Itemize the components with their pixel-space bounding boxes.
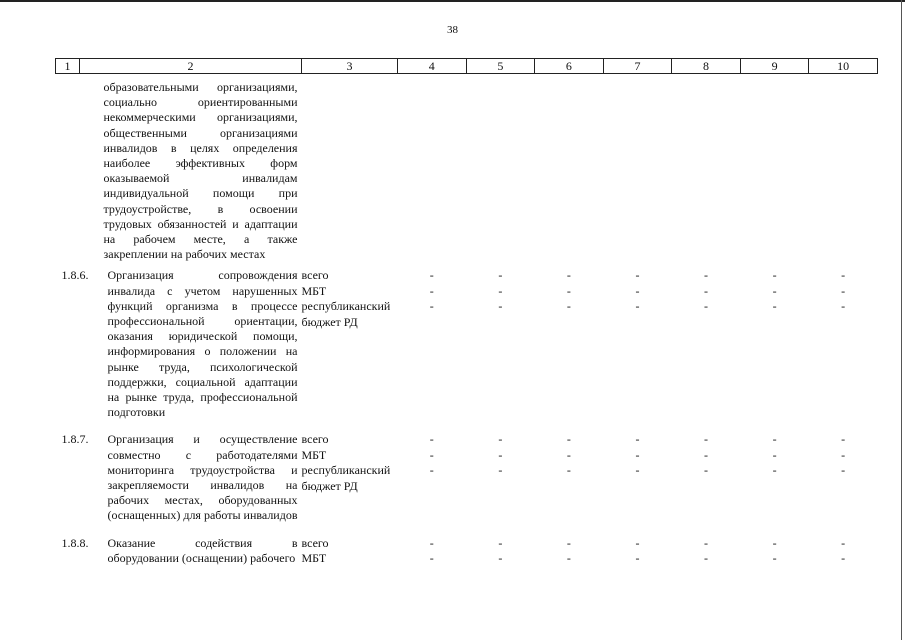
table-row bbox=[56, 262, 878, 426]
value-cell bbox=[809, 530, 878, 572]
value-dash: - bbox=[841, 283, 846, 298]
funding-sources bbox=[302, 530, 398, 572]
value-dash: - bbox=[635, 535, 640, 550]
item-number: 1.8.8. bbox=[61, 535, 89, 550]
value-dash: - bbox=[498, 432, 503, 447]
value-dash: - bbox=[429, 535, 434, 550]
value-dash: - bbox=[429, 447, 434, 462]
item-text: Оказание содействия в оборудовании (оснащении) рабочего bbox=[107, 535, 298, 565]
value-dash: - bbox=[841, 299, 846, 314]
value-dash: - bbox=[498, 447, 503, 462]
value-cell bbox=[672, 262, 741, 426]
value-dash: - bbox=[498, 463, 503, 478]
value-dash: - bbox=[635, 283, 640, 298]
value-dash: - bbox=[429, 432, 434, 447]
item-number: 1.8.7. bbox=[61, 432, 89, 447]
value-dash: - bbox=[704, 299, 709, 314]
value-dash: - bbox=[772, 551, 777, 566]
value-dash: - bbox=[566, 447, 571, 462]
value-dash: - bbox=[772, 299, 777, 314]
value-dash: - bbox=[772, 432, 777, 447]
value-dash: - bbox=[635, 551, 640, 566]
value-dash: - bbox=[429, 551, 434, 566]
value-dash: - bbox=[429, 283, 434, 298]
item-description bbox=[80, 262, 302, 426]
value-dash: - bbox=[704, 447, 709, 462]
value-cell bbox=[398, 262, 467, 426]
item-text: Организация сопровождения инвалида с учетом нарушенных функций организма в процессе профессиональной ориентации, оказания юридической помощи, информирования о положении на рынке труда, психологической поддержки, социальной адаптации на рынке труда, профессиональной подготовки bbox=[107, 268, 298, 420]
value-dash: - bbox=[429, 299, 434, 314]
item-description bbox=[80, 426, 302, 529]
value-dash: - bbox=[841, 535, 846, 550]
value-dash: - bbox=[635, 432, 640, 447]
value-cell bbox=[740, 530, 809, 572]
item-text: образовательными организациями, социально ориентированными некоммерческими организациями, общественными организациями инвалидов в целях определения наиболее эффективных форм оказываемой инвалидам индивидуальной помощи при трудоустройстве, в освоении трудовых обязанностей и адаптации на рабочем месте, а также закреплении на рабочих местах bbox=[103, 80, 298, 262]
header-cell: 3 bbox=[302, 59, 398, 74]
value-cell bbox=[466, 262, 535, 426]
value-dash: - bbox=[635, 463, 640, 478]
value-cell bbox=[398, 530, 467, 572]
value-dash: - bbox=[566, 283, 571, 298]
item-description bbox=[80, 530, 302, 572]
funding-sources bbox=[302, 426, 398, 529]
value-dash: - bbox=[704, 535, 709, 550]
value-cell bbox=[740, 426, 809, 529]
value-dash: - bbox=[566, 551, 571, 566]
value-dash: - bbox=[498, 268, 503, 283]
funding-source: МБТ bbox=[301, 447, 327, 462]
value-dash: - bbox=[772, 268, 777, 283]
value-dash: - bbox=[841, 268, 846, 283]
item-description bbox=[80, 74, 302, 263]
header-cell: 6 bbox=[535, 59, 604, 74]
funding-sources bbox=[302, 262, 398, 426]
header-cell: 8 bbox=[672, 59, 741, 74]
value-dash: - bbox=[841, 447, 846, 462]
value-dash: - bbox=[498, 535, 503, 550]
funding-source: всего bbox=[301, 535, 329, 550]
value-dash: - bbox=[704, 268, 709, 283]
value-dash: - bbox=[772, 535, 777, 550]
program-measures-table bbox=[55, 58, 877, 572]
value-dash: - bbox=[498, 299, 503, 314]
value-dash: - bbox=[772, 283, 777, 298]
table-row bbox=[56, 74, 878, 263]
value-dash: - bbox=[635, 268, 640, 283]
value-cell bbox=[466, 426, 535, 529]
value-dash: - bbox=[429, 463, 434, 478]
header-cell: 7 bbox=[603, 59, 672, 74]
value-dash: - bbox=[635, 299, 640, 314]
header-cell: 5 bbox=[466, 59, 535, 74]
value-dash: - bbox=[498, 551, 503, 566]
value-cell bbox=[603, 426, 672, 529]
value-dash: - bbox=[841, 432, 846, 447]
header-cell: 9 bbox=[740, 59, 809, 74]
value-cell bbox=[535, 262, 604, 426]
value-cell bbox=[603, 530, 672, 572]
value-dash: - bbox=[429, 268, 434, 283]
value-cell bbox=[535, 530, 604, 572]
value-cell bbox=[672, 530, 741, 572]
value-dash: - bbox=[566, 535, 571, 550]
value-dash: - bbox=[772, 463, 777, 478]
funding-source: республиканский бюджет РД bbox=[301, 299, 391, 329]
header-cell: 10 bbox=[809, 59, 878, 74]
value-cell bbox=[466, 530, 535, 572]
table-header-row bbox=[56, 59, 878, 74]
value-dash: - bbox=[566, 299, 571, 314]
funding-source: всего bbox=[301, 432, 329, 447]
table-row bbox=[56, 426, 878, 529]
value-cell bbox=[672, 426, 741, 529]
value-dash: - bbox=[635, 447, 640, 462]
item-number bbox=[56, 74, 80, 263]
value-dash: - bbox=[498, 283, 503, 298]
value-dash: - bbox=[772, 447, 777, 462]
value-dash: - bbox=[566, 463, 571, 478]
table-row bbox=[56, 530, 878, 572]
funding-source: республиканский бюджет РД bbox=[301, 463, 391, 493]
value-dash: - bbox=[841, 551, 846, 566]
value-cell bbox=[603, 262, 672, 426]
page-number: 38 bbox=[447, 24, 458, 36]
value-cell bbox=[535, 426, 604, 529]
funding-source: МБТ bbox=[301, 551, 327, 566]
top-border-line bbox=[0, 0, 905, 2]
right-border-line bbox=[901, 0, 902, 640]
item-text: Организация и осуществление совместно с работодателями мониторинга трудоустройства и закрепляемости инвалидов на рабочих местах, оборудованных (оснащенных) для работы инвалидов bbox=[107, 432, 298, 523]
item-number: 1.8.6. bbox=[61, 268, 89, 283]
header-cell: 1 bbox=[56, 59, 80, 74]
funding-source: всего bbox=[301, 268, 329, 283]
value-dash: - bbox=[704, 432, 709, 447]
value-cell bbox=[809, 262, 878, 426]
value-dash: - bbox=[566, 268, 571, 283]
value-dash: - bbox=[704, 551, 709, 566]
header-cell: 4 bbox=[398, 59, 467, 74]
header-cell: 2 bbox=[80, 59, 302, 74]
value-dash: - bbox=[841, 463, 846, 478]
value-dash: - bbox=[704, 463, 709, 478]
value-dash: - bbox=[566, 432, 571, 447]
value-cell bbox=[740, 262, 809, 426]
value-dash: - bbox=[704, 283, 709, 298]
funding-source: МБТ bbox=[301, 283, 327, 298]
value-cell bbox=[809, 426, 878, 529]
value-cell bbox=[398, 426, 467, 529]
